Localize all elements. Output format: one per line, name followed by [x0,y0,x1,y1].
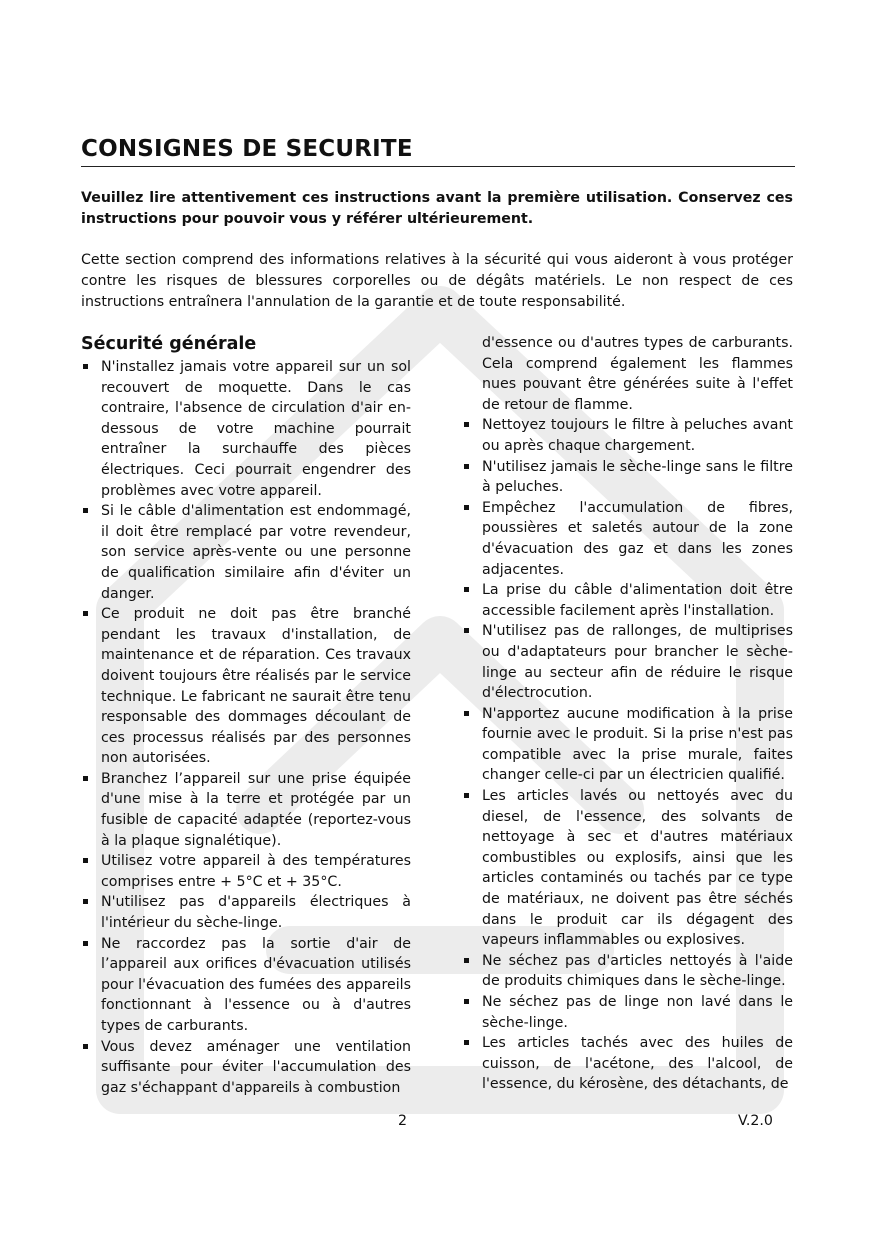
document-version: V.2.0 [738,1113,773,1129]
list-item: Ce produit ne doit pas être branché pendant les travaux d'installation, de maintenance et de réparation. Ces travaux doivent toujours être réalisés par le service technique. Le fabricant ne saurait être tenu responsable des dommages découlant de ces processus réalisés par des personnes non autorisées. [81,604,411,769]
list-item: Empêchez l'accumulation de fibres, poussières et saletés autour de la zone d'évacuation des gaz et dans les zones adjacentes. [462,498,793,580]
intro-paragraph: Cette section comprend des informations relatives à la sécurité qui vous aideront à vous protéger contre les risques de blessures corporelles ou de dégâts matériels. Le non respect de ces instructions entraînera l'annulation de la garantie et de toute responsabilité. [81,252,793,310]
list-item: Vous devez aménager une ventilation suffisante pour éviter l'accumulation des gaz s'échappant d'appareils à combustion [81,1037,411,1099]
safety-list-right [462,415,793,1095]
safety-list-left [81,357,411,1098]
list-item: Les articles tachés avec des huiles de cuisson, de l'acétone, des l'alcool, de l'essence, du kérosène, des détachants, de [462,1033,793,1095]
list-item: Ne séchez pas d'articles nettoyés à l'aide de produits chimiques dans le sèche-linge. [462,951,793,992]
list-item: Si le câble d'alimentation est endommagé, il doit être remplacé par votre revendeur, son service après-vente ou une personne de qualification similaire afin d'éviter un danger. [81,501,411,604]
list-item: Nettoyez toujours le filtre à peluches avant ou après chaque chargement. [462,415,793,456]
list-item: N'utilisez pas de rallonges, de multiprises ou d'adaptateurs pour brancher le sèche-linge au secteur afin de réduire le risque d'électrocution. [462,621,793,703]
intro-warning: Veuillez lire attentivement ces instructions avant la première utilisation. Conservez ces instructions pour pouvoir vous y référer ultérieurement. [81,190,793,227]
left-column [81,333,411,1098]
section-heading: Sécurité générale [81,334,257,354]
page-title: CONSIGNES DE SECURITE [81,136,795,167]
list-item: Ne séchez pas de linge non lavé dans le sèche-linge. [462,992,793,1033]
list-item: Ne raccordez pas la sortie d'air de l’appareil aux orifices d'évacuation utilisés pour l'évacuation des fumées des appareils fonctionnant à l'essence ou à d'autres types de carburants. [81,934,411,1037]
list-item: Branchez l’appareil sur une prise équipée d'une mise à la terre et protégée par un fusible de capacité adaptée (reportez-vous à la plaque signalétique). [81,769,411,851]
list-item: N'installez jamais votre appareil sur un sol recouvert de moquette. Dans le cas contraire, l'absence de circulation d'air en-dessous de votre machine pourrait entraîner la surchauffe des pièces électriques. Ceci pourrait engendrer des problèmes avec votre appareil. [81,357,411,501]
list-item: Utilisez votre appareil à des températures comprises entre + 5°C et + 35°C. [81,851,411,892]
list-item: La prise du câble d'alimentation doit être accessible facilement après l'installation. [462,580,793,621]
list-item: Les articles lavés ou nettoyés avec du diesel, de l'essence, des solvants de nettoyage à sec et d'autres matériaux combustibles ou explosifs, ainsi que les articles contaminés ou tachés par ce type de matériaux, ne doivent pas être séchés dans le produit car ils dégagent des vapeurs inflammables ou explosives. [462,786,793,951]
list-item: N'utilisez pas d'appareils électriques à l'intérieur du sèche-linge. [81,892,411,933]
list-item: N'apportez aucune modification à la prise fournie avec le produit. Si la prise n'est pas compatible avec la prise murale, faites changer celle-ci par un électricien qualifié. [462,704,793,786]
page-number: 2 [398,1113,408,1129]
list-item: N'utilisez jamais le sèche-linge sans le filtre à peluches. [462,457,793,498]
list-item-continuation: d'essence ou d'autres types de carburants. Cela comprend également les flammes nues pouvant être générées suite à l'effet de retour de flamme. [482,335,793,413]
right-column [462,333,793,1095]
